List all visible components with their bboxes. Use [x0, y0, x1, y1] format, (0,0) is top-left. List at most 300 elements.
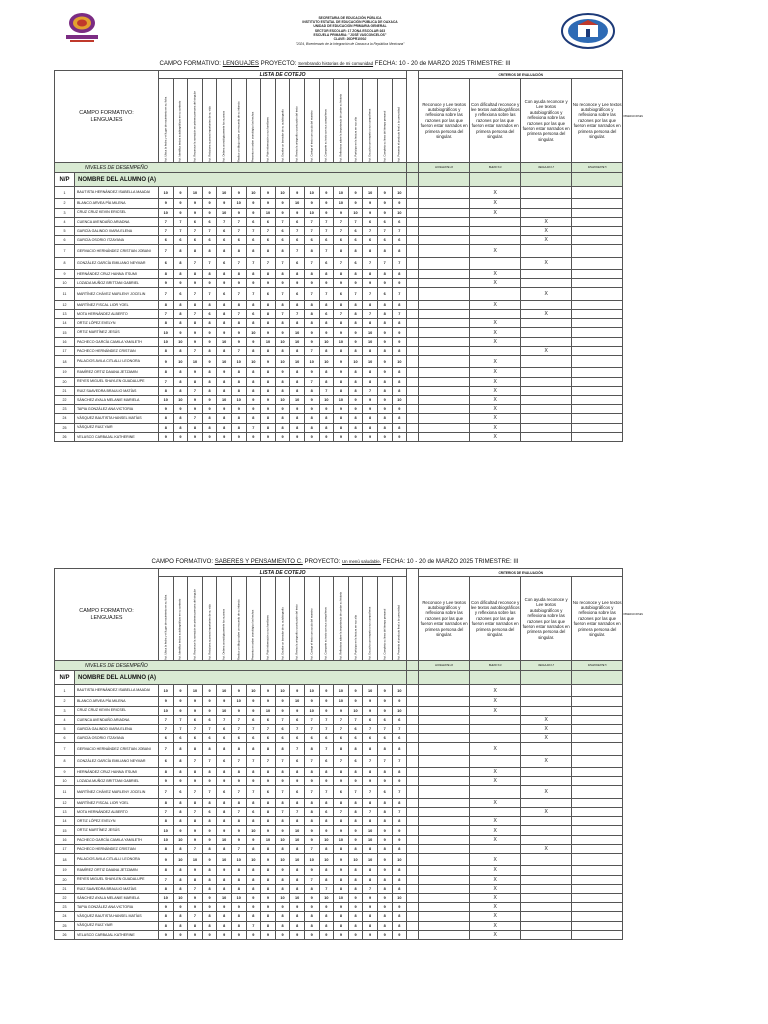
score-cell[interactable]: 9: [334, 405, 349, 414]
score-cell[interactable]: 9: [202, 903, 217, 912]
score-cell[interactable]: 9: [392, 405, 407, 414]
criterion-mark-cell[interactable]: [521, 884, 572, 893]
score-cell[interactable]: 10: [159, 337, 174, 346]
score-cell[interactable]: 8: [334, 245, 349, 257]
score-cell[interactable]: 6: [290, 715, 305, 724]
score-cell[interactable]: 8: [217, 921, 232, 930]
score-cell[interactable]: 9: [217, 777, 232, 786]
score-cell[interactable]: 8: [363, 300, 378, 309]
criterion-mark-cell[interactable]: [419, 288, 470, 300]
score-cell[interactable]: 8: [188, 798, 203, 807]
score-cell[interactable]: 6: [290, 236, 305, 245]
score-cell[interactable]: 9: [275, 697, 290, 706]
score-cell[interactable]: 9: [348, 337, 363, 346]
score-cell[interactable]: 7: [348, 288, 363, 300]
score-cell[interactable]: 9: [377, 697, 392, 706]
score-cell[interactable]: 8: [217, 377, 232, 386]
score-cell[interactable]: 8: [217, 884, 232, 893]
criterion-mark-cell[interactable]: [572, 685, 623, 697]
score-cell[interactable]: 6: [275, 724, 290, 733]
score-cell[interactable]: 9: [159, 279, 174, 288]
score-cell[interactable]: 8: [246, 300, 261, 309]
score-cell[interactable]: 7: [231, 755, 246, 767]
score-cell[interactable]: 9: [188, 777, 203, 786]
criterion-mark-cell[interactable]: [470, 257, 521, 269]
score-cell[interactable]: 8: [217, 844, 232, 853]
criterion-mark-cell[interactable]: [521, 310, 572, 319]
criterion-mark-cell[interactable]: [470, 768, 521, 777]
score-cell[interactable]: 10: [290, 697, 305, 706]
criterion-mark-cell[interactable]: [470, 777, 521, 786]
score-cell[interactable]: 8: [261, 768, 276, 777]
criterion-mark-cell[interactable]: [572, 187, 623, 199]
score-cell[interactable]: 7: [159, 377, 174, 386]
criterion-mark-cell[interactable]: [572, 734, 623, 743]
score-cell[interactable]: 9: [290, 279, 305, 288]
criterion-mark-cell[interactable]: [521, 875, 572, 884]
score-cell[interactable]: 10: [363, 854, 378, 866]
score-cell[interactable]: 9: [188, 835, 203, 844]
score-cell[interactable]: 8: [231, 921, 246, 930]
score-cell[interactable]: 8: [377, 414, 392, 423]
score-cell[interactable]: 10: [231, 356, 246, 368]
criterion-mark-cell[interactable]: [470, 734, 521, 743]
score-cell[interactable]: 6: [217, 755, 232, 767]
score-cell[interactable]: 9: [275, 826, 290, 835]
score-cell[interactable]: 8: [304, 768, 319, 777]
score-cell[interactable]: 7: [319, 884, 334, 893]
score-cell[interactable]: 9: [217, 432, 232, 441]
score-cell[interactable]: 6: [188, 217, 203, 226]
score-cell[interactable]: 7: [173, 724, 188, 733]
score-cell[interactable]: 7: [231, 257, 246, 269]
score-cell[interactable]: 8: [202, 817, 217, 826]
criterion-mark-cell[interactable]: [572, 866, 623, 875]
score-cell[interactable]: 8: [290, 377, 305, 386]
score-cell[interactable]: 7: [275, 808, 290, 817]
score-cell[interactable]: 10: [363, 685, 378, 697]
score-cell[interactable]: 7: [334, 808, 349, 817]
score-cell[interactable]: 10: [363, 328, 378, 337]
score-cell[interactable]: 9: [188, 697, 203, 706]
score-cell[interactable]: 7: [319, 386, 334, 395]
score-cell[interactable]: 7: [246, 921, 261, 930]
score-cell[interactable]: 9: [173, 208, 188, 217]
score-cell[interactable]: 8: [363, 798, 378, 807]
score-cell[interactable]: 10: [159, 328, 174, 337]
score-cell[interactable]: 6: [202, 734, 217, 743]
score-cell[interactable]: 8: [304, 921, 319, 930]
criterion-mark-cell[interactable]: [572, 226, 623, 235]
score-cell[interactable]: 7: [159, 310, 174, 319]
criterion-mark-cell[interactable]: [419, 706, 470, 715]
score-cell[interactable]: 9: [246, 208, 261, 217]
score-cell[interactable]: 8: [188, 423, 203, 432]
criterion-mark-cell[interactable]: [419, 279, 470, 288]
score-cell[interactable]: 6: [261, 786, 276, 798]
score-cell[interactable]: 6: [202, 715, 217, 724]
score-cell[interactable]: 9: [392, 199, 407, 208]
score-cell[interactable]: 6: [348, 257, 363, 269]
criterion-mark-cell[interactable]: [521, 217, 572, 226]
score-cell[interactable]: 8: [392, 866, 407, 875]
score-cell[interactable]: 7: [202, 724, 217, 733]
score-cell[interactable]: 8: [246, 414, 261, 423]
score-cell[interactable]: 6: [348, 236, 363, 245]
score-cell[interactable]: 8: [290, 866, 305, 875]
criterion-mark-cell[interactable]: [521, 279, 572, 288]
score-cell[interactable]: 9: [275, 903, 290, 912]
criterion-mark-cell[interactable]: [419, 377, 470, 386]
criterion-mark-cell[interactable]: [521, 743, 572, 755]
score-cell[interactable]: 10: [231, 697, 246, 706]
criterion-mark-cell[interactable]: [470, 706, 521, 715]
score-cell[interactable]: 8: [159, 844, 174, 853]
criterion-mark-cell[interactable]: [419, 432, 470, 441]
score-cell[interactable]: 7: [275, 786, 290, 798]
score-cell[interactable]: 6: [275, 226, 290, 235]
criterion-mark-cell[interactable]: [419, 328, 470, 337]
score-cell[interactable]: 9: [217, 866, 232, 875]
criterion-mark-cell[interactable]: [572, 310, 623, 319]
score-cell[interactable]: 8: [348, 912, 363, 921]
score-cell[interactable]: 9: [290, 903, 305, 912]
score-cell[interactable]: 10: [348, 706, 363, 715]
score-cell[interactable]: 6: [202, 310, 217, 319]
score-cell[interactable]: 10: [392, 706, 407, 715]
score-cell[interactable]: 8: [261, 346, 276, 355]
score-cell[interactable]: 9: [319, 685, 334, 697]
criterion-mark-cell[interactable]: [470, 884, 521, 893]
criterion-mark-cell[interactable]: [470, 875, 521, 884]
score-cell[interactable]: 9: [202, 356, 217, 368]
score-cell[interactable]: 7: [290, 226, 305, 235]
score-cell[interactable]: 10: [319, 893, 334, 902]
score-cell[interactable]: 8: [290, 817, 305, 826]
score-cell[interactable]: 7: [363, 226, 378, 235]
score-cell[interactable]: 9: [188, 826, 203, 835]
score-cell[interactable]: 7: [217, 715, 232, 724]
score-cell[interactable]: 8: [319, 346, 334, 355]
score-cell[interactable]: 7: [348, 786, 363, 798]
score-cell[interactable]: 9: [348, 405, 363, 414]
criterion-mark-cell[interactable]: [419, 423, 470, 432]
score-cell[interactable]: 9: [261, 930, 276, 939]
criterion-mark-cell[interactable]: [419, 884, 470, 893]
score-cell[interactable]: 8: [217, 414, 232, 423]
criterion-mark-cell[interactable]: [572, 777, 623, 786]
score-cell[interactable]: 6: [319, 257, 334, 269]
score-cell[interactable]: 8: [319, 768, 334, 777]
criterion-mark-cell[interactable]: [470, 743, 521, 755]
score-cell[interactable]: 10: [188, 187, 203, 199]
score-cell[interactable]: 7: [159, 245, 174, 257]
score-cell[interactable]: 8: [348, 921, 363, 930]
score-cell[interactable]: 6: [261, 236, 276, 245]
score-cell[interactable]: 7: [188, 414, 203, 423]
score-cell[interactable]: 8: [275, 423, 290, 432]
score-cell[interactable]: 6: [246, 310, 261, 319]
score-cell[interactable]: 8: [348, 270, 363, 279]
criterion-mark-cell[interactable]: [419, 346, 470, 355]
score-cell[interactable]: 8: [377, 310, 392, 319]
score-cell[interactable]: 9: [334, 432, 349, 441]
criterion-mark-cell[interactable]: [521, 844, 572, 853]
score-cell[interactable]: 8: [334, 844, 349, 853]
score-cell[interactable]: 9: [173, 930, 188, 939]
score-cell[interactable]: 8: [202, 423, 217, 432]
criterion-mark-cell[interactable]: [521, 930, 572, 939]
score-cell[interactable]: 9: [392, 826, 407, 835]
score-cell[interactable]: 8: [377, 270, 392, 279]
score-cell[interactable]: 9: [246, 432, 261, 441]
score-cell[interactable]: 10: [392, 208, 407, 217]
criterion-mark-cell[interactable]: [419, 310, 470, 319]
score-cell[interactable]: 7: [377, 226, 392, 235]
score-cell[interactable]: 7: [304, 875, 319, 884]
criterion-mark-cell[interactable]: [521, 768, 572, 777]
score-cell[interactable]: 7: [231, 808, 246, 817]
score-cell[interactable]: 8: [261, 377, 276, 386]
score-cell[interactable]: 9: [377, 368, 392, 377]
score-cell[interactable]: 10: [217, 337, 232, 346]
score-cell[interactable]: 10: [319, 395, 334, 404]
score-cell[interactable]: 8: [173, 884, 188, 893]
score-cell[interactable]: 8: [348, 386, 363, 395]
score-cell[interactable]: 9: [202, 706, 217, 715]
criterion-mark-cell[interactable]: [521, 786, 572, 798]
score-cell[interactable]: 7: [173, 217, 188, 226]
score-cell[interactable]: 10: [217, 835, 232, 844]
score-cell[interactable]: 9: [377, 187, 392, 199]
criterion-mark-cell[interactable]: [521, 697, 572, 706]
criterion-mark-cell[interactable]: [572, 319, 623, 328]
criterion-mark-cell[interactable]: [572, 826, 623, 835]
score-cell[interactable]: 10: [290, 328, 305, 337]
criterion-mark-cell[interactable]: [419, 368, 470, 377]
score-cell[interactable]: 7: [319, 226, 334, 235]
score-cell[interactable]: 7: [304, 288, 319, 300]
score-cell[interactable]: 8: [304, 808, 319, 817]
score-cell[interactable]: 8: [159, 319, 174, 328]
score-cell[interactable]: 8: [231, 377, 246, 386]
criterion-mark-cell[interactable]: [470, 386, 521, 395]
score-cell[interactable]: 6: [173, 786, 188, 798]
criterion-mark-cell[interactable]: [470, 826, 521, 835]
score-cell[interactable]: 9: [290, 685, 305, 697]
score-cell[interactable]: 8: [348, 368, 363, 377]
score-cell[interactable]: 7: [304, 844, 319, 853]
score-cell[interactable]: 7: [159, 724, 174, 733]
score-cell[interactable]: 9: [261, 405, 276, 414]
score-cell[interactable]: 7: [159, 715, 174, 724]
score-cell[interactable]: 7: [377, 724, 392, 733]
score-cell[interactable]: 8: [392, 884, 407, 893]
criterion-mark-cell[interactable]: [521, 187, 572, 199]
score-cell[interactable]: 8: [377, 884, 392, 893]
score-cell[interactable]: 8: [377, 808, 392, 817]
score-cell[interactable]: 9: [275, 405, 290, 414]
criterion-mark-cell[interactable]: [521, 835, 572, 844]
score-cell[interactable]: 10: [304, 356, 319, 368]
score-cell[interactable]: 10: [319, 854, 334, 866]
criterion-mark-cell[interactable]: [419, 768, 470, 777]
criterion-mark-cell[interactable]: [572, 236, 623, 245]
criterion-mark-cell[interactable]: [572, 270, 623, 279]
score-cell[interactable]: 8: [217, 798, 232, 807]
score-cell[interactable]: 9: [392, 697, 407, 706]
score-cell[interactable]: 8: [290, 768, 305, 777]
score-cell[interactable]: 10: [159, 208, 174, 217]
score-cell[interactable]: 6: [217, 724, 232, 733]
score-cell[interactable]: 9: [377, 337, 392, 346]
score-cell[interactable]: 9: [261, 328, 276, 337]
score-cell[interactable]: 8: [173, 866, 188, 875]
score-cell[interactable]: 8: [304, 798, 319, 807]
criterion-mark-cell[interactable]: [419, 808, 470, 817]
score-cell[interactable]: 8: [392, 743, 407, 755]
score-cell[interactable]: 7: [173, 226, 188, 235]
score-cell[interactable]: 9: [217, 930, 232, 939]
criterion-mark-cell[interactable]: [572, 884, 623, 893]
score-cell[interactable]: 8: [173, 257, 188, 269]
criterion-mark-cell[interactable]: [470, 798, 521, 807]
criterion-mark-cell[interactable]: [470, 310, 521, 319]
score-cell[interactable]: 8: [334, 386, 349, 395]
score-cell[interactable]: 9: [188, 328, 203, 337]
score-cell[interactable]: 10: [334, 697, 349, 706]
score-cell[interactable]: 8: [363, 368, 378, 377]
criterion-mark-cell[interactable]: [470, 405, 521, 414]
score-cell[interactable]: 8: [304, 270, 319, 279]
score-cell[interactable]: 10: [334, 199, 349, 208]
score-cell[interactable]: 8: [392, 386, 407, 395]
score-cell[interactable]: 6: [290, 734, 305, 743]
score-cell[interactable]: 6: [202, 808, 217, 817]
score-cell[interactable]: 10: [363, 826, 378, 835]
score-cell[interactable]: 9: [348, 395, 363, 404]
score-cell[interactable]: 7: [188, 844, 203, 853]
score-cell[interactable]: 8: [159, 414, 174, 423]
score-cell[interactable]: 9: [348, 893, 363, 902]
score-cell[interactable]: 8: [202, 798, 217, 807]
criterion-mark-cell[interactable]: [521, 346, 572, 355]
score-cell[interactable]: 9: [217, 826, 232, 835]
criterion-mark-cell[interactable]: [521, 319, 572, 328]
score-cell[interactable]: 8: [217, 319, 232, 328]
score-cell[interactable]: 8: [173, 270, 188, 279]
score-cell[interactable]: 6: [334, 236, 349, 245]
score-cell[interactable]: 8: [173, 817, 188, 826]
score-cell[interactable]: 9: [319, 405, 334, 414]
score-cell[interactable]: 8: [261, 414, 276, 423]
score-cell[interactable]: 8: [363, 346, 378, 355]
score-cell[interactable]: 8: [348, 798, 363, 807]
score-cell[interactable]: 9: [188, 395, 203, 404]
score-cell[interactable]: 8: [202, 368, 217, 377]
criterion-mark-cell[interactable]: [470, 328, 521, 337]
score-cell[interactable]: 9: [363, 930, 378, 939]
criterion-mark-cell[interactable]: [521, 432, 572, 441]
criterion-mark-cell[interactable]: [521, 423, 572, 432]
score-cell[interactable]: 8: [334, 300, 349, 309]
score-cell[interactable]: 7: [377, 257, 392, 269]
criterion-mark-cell[interactable]: [572, 912, 623, 921]
score-cell[interactable]: 9: [363, 777, 378, 786]
score-cell[interactable]: 10: [290, 356, 305, 368]
score-cell[interactable]: 6: [348, 734, 363, 743]
score-cell[interactable]: 9: [392, 432, 407, 441]
score-cell[interactable]: 8: [319, 423, 334, 432]
score-cell[interactable]: 7: [188, 288, 203, 300]
criterion-mark-cell[interactable]: [521, 386, 572, 395]
score-cell[interactable]: 10: [392, 685, 407, 697]
score-cell[interactable]: 8: [348, 414, 363, 423]
score-cell[interactable]: 8: [304, 245, 319, 257]
criterion-mark-cell[interactable]: [521, 226, 572, 235]
score-cell[interactable]: 6: [246, 217, 261, 226]
score-cell[interactable]: 6: [246, 236, 261, 245]
score-cell[interactable]: 9: [363, 279, 378, 288]
score-cell[interactable]: 7: [290, 245, 305, 257]
criterion-mark-cell[interactable]: [572, 423, 623, 432]
score-cell[interactable]: 7: [348, 217, 363, 226]
criterion-mark-cell[interactable]: [572, 432, 623, 441]
score-cell[interactable]: 6: [377, 715, 392, 724]
criterion-mark-cell[interactable]: [419, 912, 470, 921]
score-cell[interactable]: 9: [363, 199, 378, 208]
score-cell[interactable]: 7: [304, 226, 319, 235]
score-cell[interactable]: 8: [261, 808, 276, 817]
score-cell[interactable]: 8: [290, 912, 305, 921]
score-cell[interactable]: 8: [202, 386, 217, 395]
score-cell[interactable]: 8: [363, 768, 378, 777]
score-cell[interactable]: 9: [319, 199, 334, 208]
score-cell[interactable]: 8: [363, 423, 378, 432]
score-cell[interactable]: 10: [275, 835, 290, 844]
score-cell[interactable]: 9: [377, 893, 392, 902]
score-cell[interactable]: 9: [304, 777, 319, 786]
score-cell[interactable]: 10: [159, 187, 174, 199]
criterion-mark-cell[interactable]: [521, 337, 572, 346]
score-cell[interactable]: 7: [334, 724, 349, 733]
score-cell[interactable]: 7: [363, 288, 378, 300]
criterion-mark-cell[interactable]: [470, 300, 521, 309]
score-cell[interactable]: 9: [173, 405, 188, 414]
score-cell[interactable]: 6: [304, 734, 319, 743]
score-cell[interactable]: 10: [275, 854, 290, 866]
score-cell[interactable]: 8: [231, 768, 246, 777]
score-cell[interactable]: 8: [188, 319, 203, 328]
score-cell[interactable]: 8: [231, 319, 246, 328]
score-cell[interactable]: 8: [275, 875, 290, 884]
score-cell[interactable]: 8: [246, 817, 261, 826]
score-cell[interactable]: 7: [304, 217, 319, 226]
criterion-mark-cell[interactable]: [470, 808, 521, 817]
score-cell[interactable]: 8: [202, 270, 217, 279]
score-cell[interactable]: 6: [159, 257, 174, 269]
score-cell[interactable]: 6: [261, 288, 276, 300]
score-cell[interactable]: 8: [304, 817, 319, 826]
score-cell[interactable]: 8: [261, 245, 276, 257]
score-cell[interactable]: 10: [304, 208, 319, 217]
score-cell[interactable]: 8: [363, 921, 378, 930]
score-cell[interactable]: 8: [319, 912, 334, 921]
criterion-mark-cell[interactable]: [419, 826, 470, 835]
score-cell[interactable]: 9: [319, 208, 334, 217]
score-cell[interactable]: 10: [217, 395, 232, 404]
score-cell[interactable]: 8: [159, 270, 174, 279]
